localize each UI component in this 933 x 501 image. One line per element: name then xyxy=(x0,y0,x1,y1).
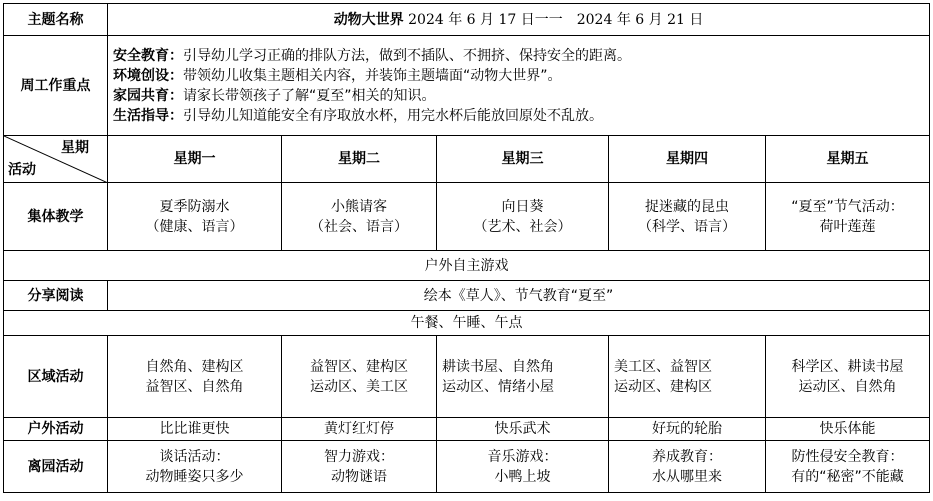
day-header-thu: 星期四 xyxy=(609,136,766,183)
group-teaching-label: 集体教学 xyxy=(4,183,108,251)
weekly-focus-content xyxy=(108,36,930,136)
area-activities-mon: 自然角、建构区 益智区、自然角 xyxy=(108,336,282,418)
leaving-activities-mon: 谈话活动： 动物睡姿只多少 xyxy=(108,441,282,493)
area-activities-wed: 耕读书屋、自然角 运动区、情绪小屋 xyxy=(437,336,609,418)
day-header-mon: 星期一 xyxy=(108,136,282,183)
leaving-activities-thu: 养成教育： 水从哪里来 xyxy=(609,441,766,493)
header-corner-cell xyxy=(4,136,108,183)
group-teaching-mon: 夏季防溺水 （健康、语言） xyxy=(108,183,282,251)
weekly-plan-table xyxy=(3,3,930,493)
leaving-activities-tue: 智力游戏： 动物谜语 xyxy=(282,441,437,493)
focus-item-home-school: 家园共育：请家长带领孩子了解“夏至”相关的知识。 xyxy=(113,87,436,104)
theme-name: 动物大世界 xyxy=(333,11,404,28)
corner-label-weekday: 星期 xyxy=(61,140,89,156)
shared-reading-content: 绘本《草人》、节气教育“夏至” xyxy=(108,281,930,311)
focus-item-environment: 环境创设：带领幼儿收集主题相关内容，并装饰主题墙面“动物大世界”。 xyxy=(113,67,562,84)
outdoor-activities-label: 户外活动 xyxy=(4,418,108,441)
focus-item-life-guidance: 生活指导：引导幼儿知道能安全有序取放水杯，用完水杯后能放回原处不乱放。 xyxy=(113,107,603,124)
area-activities-tue: 益智区、建构区 运动区、美工区 xyxy=(282,336,437,418)
leaving-activities-fri: 防性侵安全教育： 有的“秘密”不能藏 xyxy=(766,441,930,493)
weekly-focus-label: 周工作重点 xyxy=(4,36,108,136)
area-activities-thu: 美工区、益智区 运动区、建构区 xyxy=(609,336,766,418)
theme-date-range: 2024 年 6 月 17 日一一 2024 年 6 月 21 日 xyxy=(408,11,704,28)
area-activities-fri: 科学区、耕读书屋 运动区、自然角 xyxy=(766,336,930,418)
shared-reading-label: 分享阅读 xyxy=(4,281,108,311)
day-header-wed: 星期三 xyxy=(437,136,609,183)
theme-value xyxy=(108,4,930,36)
leaving-activities-label: 离园活动 xyxy=(4,441,108,493)
group-teaching-thu: 捉迷藏的昆虫 （科学、语言） xyxy=(609,183,766,251)
outdoor-activities-wed: 快乐武术 xyxy=(437,418,609,441)
outdoor-free-play-row: 户外自主游戏 xyxy=(4,251,930,281)
outdoor-activities-tue: 黄灯红灯停 xyxy=(282,418,437,441)
day-header-fri: 星期五 xyxy=(766,136,930,183)
group-teaching-fri: “夏至”节气活动： 荷叶莲莲 xyxy=(766,183,930,251)
day-header-tue: 星期二 xyxy=(282,136,437,183)
focus-item-safety: 安全教育：引导幼儿学习正确的排队方法，做到不插队、不拥挤、保持安全的距离。 xyxy=(113,47,631,64)
meals-row: 午餐、午睡、午点 xyxy=(4,311,930,336)
outdoor-activities-mon: 比比谁更快 xyxy=(108,418,282,441)
outdoor-activities-fri: 快乐体能 xyxy=(766,418,930,441)
outdoor-activities-thu: 好玩的轮胎 xyxy=(609,418,766,441)
theme-label: 主题名称 xyxy=(4,4,108,36)
group-teaching-tue: 小熊请客 （社会、语言） xyxy=(282,183,437,251)
area-activities-label: 区域活动 xyxy=(4,336,108,418)
leaving-activities-wed: 音乐游戏： 小鸭上坡 xyxy=(437,441,609,493)
group-teaching-wed: 向日葵 （艺术、社会） xyxy=(437,183,609,251)
corner-label-activity: 活动 xyxy=(8,162,36,178)
